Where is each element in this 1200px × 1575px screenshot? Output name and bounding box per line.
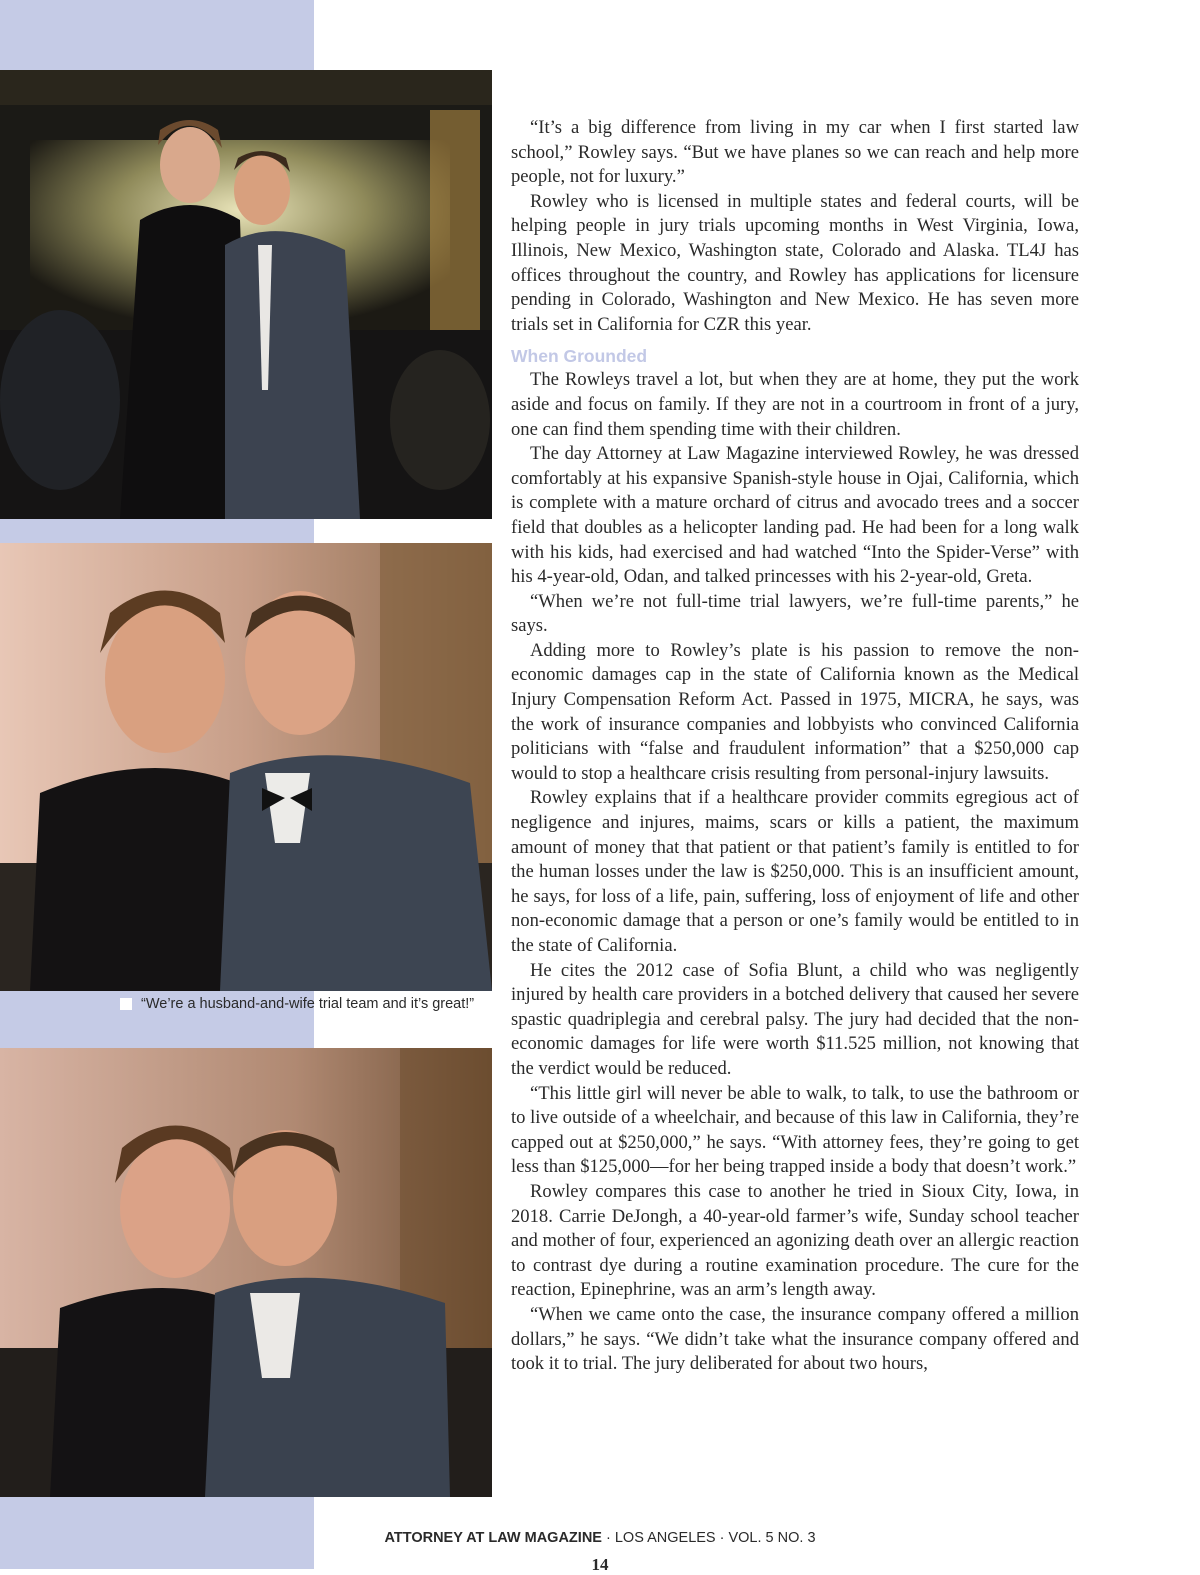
article-paragraph: Rowley compares this case to another he tried in Sioux City, Iowa, in 2018. Carrie DeJongh, a 40-year-old farmer’s wife, Sunday school teacher and mother of four, experienced an agonizing death over an allergic reaction to contrast dye during a routine examination procedure. The cure for the reaction, Epinephrine, was an arm’s length away.	[511, 1180, 1079, 1301]
page-footer	[0, 1530, 1200, 1546]
article-paragraph: Rowley explains that if a healthcare provider commits egregious act of negligence and injures, maims, scars or kills a patient, the maximum amount of money that that patient or that patient’s family is entitled to for the human losses under the law is $250,000. This is an insufficient amount, he says, for loss of a life, pain, suffering, loss of enjoyment of life and other non-economic damage that a person or one’s family would be entitled to in the state of California.	[511, 787, 1079, 956]
caption-text: “We’re a husband-and-wife trial team and it’s great!”	[141, 996, 475, 1012]
article-paragraph: He cites the 2012 case of Sofia Blunt, a child who was negligently injured by health care providers in a botched delivery that caused her severe spastic quadriplegia and cerebral palsy. The jury had decided that the non-economic damages for life were worth $11.525 million, not knowing that the verdict would be reduced.	[511, 959, 1079, 1079]
article-paragraph: The day Attorney at Law Magazine interviewed Rowley, he was dressed comfortably at his expansive Spanish-style house in Ojai, California, which is complete with a mature orchard of citrus and avocado trees and a soccer field that doubles as a helicopter landing pad. He had been for a long walk with his kids, had exercised and had watched “Into the Spider-Verse” with his 4-year-old, Odan, and talked princesses with his 2-year-old, Greta.	[511, 443, 1079, 588]
section-heading: When Grounded	[511, 346, 648, 367]
article-paragraph: “This little girl will never be able to walk, to talk, to use the bathroom or to live outside of a wheelchair, and because of this law in California, they’re capped out at $250,000,” he says. “With attorney fees, they’re going to get less than $125,000—for her being trapped inside a body that doesn’t work.”	[511, 1082, 1079, 1178]
article-paragraph: “When we’re not full-time trial lawyers, we’re full-time parents,” he says.	[511, 590, 1079, 637]
article-paragraph: “When we came onto the case, the insurance company offered a million dollars,” he says. “We didn’t take what the insurance company offered and took it to trial. The jury deliberated for about two hours,	[511, 1303, 1079, 1375]
couple-photo-icon	[0, 70, 492, 519]
article-body	[511, 116, 1079, 1377]
article-paragraph: Adding more to Rowley’s plate is his passion to remove the non-economic damages cap in the state of California known as the Medical Injury Compensation Reform Act. Passed in 1975, MICRA, he says, was the work of insurance companies and lobbyists who convinced California politicians with “false and fraudulent information” that a $250,000 cap would to stop a healthcare crisis resulting from personal-injury lawsuits.	[511, 639, 1079, 784]
magazine-name: ATTORNEY AT LAW MAGAZINE	[384, 1530, 602, 1546]
issue-details: · LOS ANGELES · VOL. 5 NO. 3	[601, 1530, 816, 1546]
couple-kiss-photo-icon	[0, 543, 492, 991]
photo-caption	[120, 996, 480, 1013]
article-paragraph: The Rowleys travel a lot, but when they are at home, they put the work aside and focus on family. If they are not in a courtroom in front of a jury, one can find them spending time with their children.	[511, 369, 1079, 440]
couple-smiling-photo-icon	[0, 1048, 492, 1497]
article-paragraph: “It’s a big difference from living in my car when I first started law school,” Rowley says. “But we have planes so we can reach and help more people, not for luxury.”	[511, 117, 1079, 188]
article-paragraph: Rowley who is licensed in multiple states and federal courts, will be helping people in jury trials upcoming months in West Virginia, Iowa, Illinois, New Mexico, Washington state, Colorado and Alaska. TL4J has offices throughout the country, and Rowley has applications for licensure pending in Colorado, Washington and New Mexico. He has seven more trials set in California for CZR this year.	[511, 190, 1079, 335]
page-number: 14	[591, 1555, 609, 1574]
caption-square-icon	[120, 998, 132, 1010]
